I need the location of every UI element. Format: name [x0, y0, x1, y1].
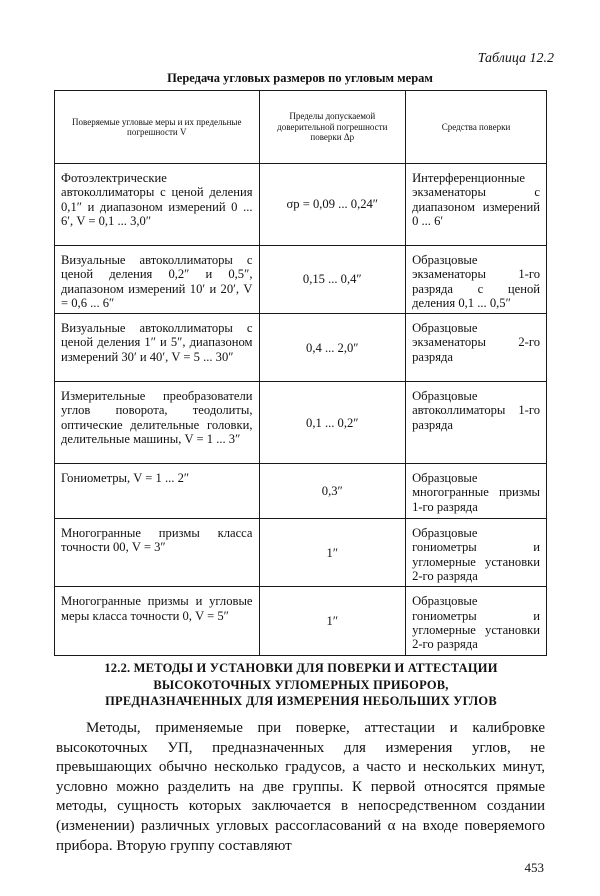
row-object: Многогранные призмы и угловые меры класса точности 0, V = 5″ — [55, 587, 260, 655]
section-heading-line: ПРЕДНАЗНАЧЕННЫХ ДЛЯ ИЗМЕРЕНИЯ НЕБОЛЬШИХ УГЛОВ — [105, 694, 497, 708]
verification-table — [54, 90, 547, 656]
row-error: 0,15 ... 0,4″ — [259, 246, 406, 314]
row-means: Образцовые автоколлиматоры 1-го разряда — [406, 382, 547, 464]
row-means: Образцовые экзаменаторы 1-го разряда с ценой деления 0,1 ... 0,5″ — [406, 246, 547, 314]
table-header-row — [55, 91, 547, 164]
row-means: Интерференционные экзаменаторы с диапазоном измерений 0 ... 6′ — [406, 164, 547, 246]
row-means: Образцовые гониометры и угломерные установки 2-го разряда — [406, 519, 547, 587]
row-means: Образцовые экзаменаторы 2-го разряда — [406, 314, 547, 382]
row-error: 0,1 ... 0,2″ — [259, 382, 406, 464]
row-object: Измерительные преобразователи углов поворота, теодолиты, оптические делительные головки, делительные машины, V = 1 ... 3″ — [55, 382, 260, 464]
table-row — [55, 314, 547, 382]
section-heading-line: 12.2. МЕТОДЫ И УСТАНОВКИ ДЛЯ ПОВЕРКИ И АТТЕСТАЦИИ — [104, 661, 498, 675]
table-title: Передача угловых размеров по угловым мерам — [167, 71, 433, 85]
section-heading — [56, 660, 546, 710]
row-error: σр = 0,09 ... 0,24″ — [259, 164, 406, 246]
row-means: Образцовые гониометры и угломерные установки 2-го разряда — [406, 587, 547, 655]
header-means: Средства поверки — [406, 91, 547, 164]
header-error-limits: Пределы допускаемой доверительной погрешности поверки Δр — [259, 91, 406, 164]
table-row — [55, 519, 547, 587]
row-object: Фотоэлектрические автоколлиматоры с ценой деления 0,1″ и диапазоном измерений 0 ... 6′, V = 0,1 ... 3,0″ — [55, 164, 260, 246]
section-heading-line: ВЫСОКОТОЧНЫХ УГЛОМЕРНЫХ ПРИБОРОВ, — [153, 677, 449, 692]
page-number: 453 — [524, 860, 544, 875]
row-error: 1″ — [259, 587, 406, 655]
table-row — [55, 164, 547, 246]
row-error: 0,4 ... 2,0″ — [259, 314, 406, 382]
row-object: Гониометры, V = 1 ... 2″ — [55, 464, 260, 519]
table-row — [55, 464, 547, 519]
table-label: Таблица 12.2 — [477, 51, 554, 66]
table-row — [55, 587, 547, 655]
row-means: Образцовые многогранные призмы 1-го разряда — [406, 464, 547, 519]
row-error: 0,3″ — [259, 464, 406, 519]
body-paragraph: Методы, применяемые при поверке, аттестации и калибровке высокоточных УП, предназначенных для измерения углов, не превышающих обычно несколько градусов, а часто и нескольких минут, условно можно разделить на две группы. К первой относятся прямые методы, сущность которых заключается в непосредственном создании (изменении) различных угловых рассогласований α на входе поверяемого прибора. Вторую группу составляют — [56, 720, 545, 854]
row-object: Визуальные автоколлиматоры с ценой деления 0,2″ и 0,5″, диапазоном измерений 10′ и 20′, V = 0,6 ... 6″ — [55, 246, 260, 314]
table-row — [55, 382, 547, 464]
header-objects: Поверяемые угловые меры и их предельные погрешности V — [55, 91, 260, 164]
row-error: 1″ — [259, 519, 406, 587]
row-object: Многогранные призмы класса точности 00, V = 3″ — [55, 519, 260, 587]
row-object: Визуальные автоколлиматоры с ценой деления 1″ и 5″, диапазоном измерений 30′ и 40′, V = 5 ... 30″ — [55, 314, 260, 382]
table-row — [55, 246, 547, 314]
